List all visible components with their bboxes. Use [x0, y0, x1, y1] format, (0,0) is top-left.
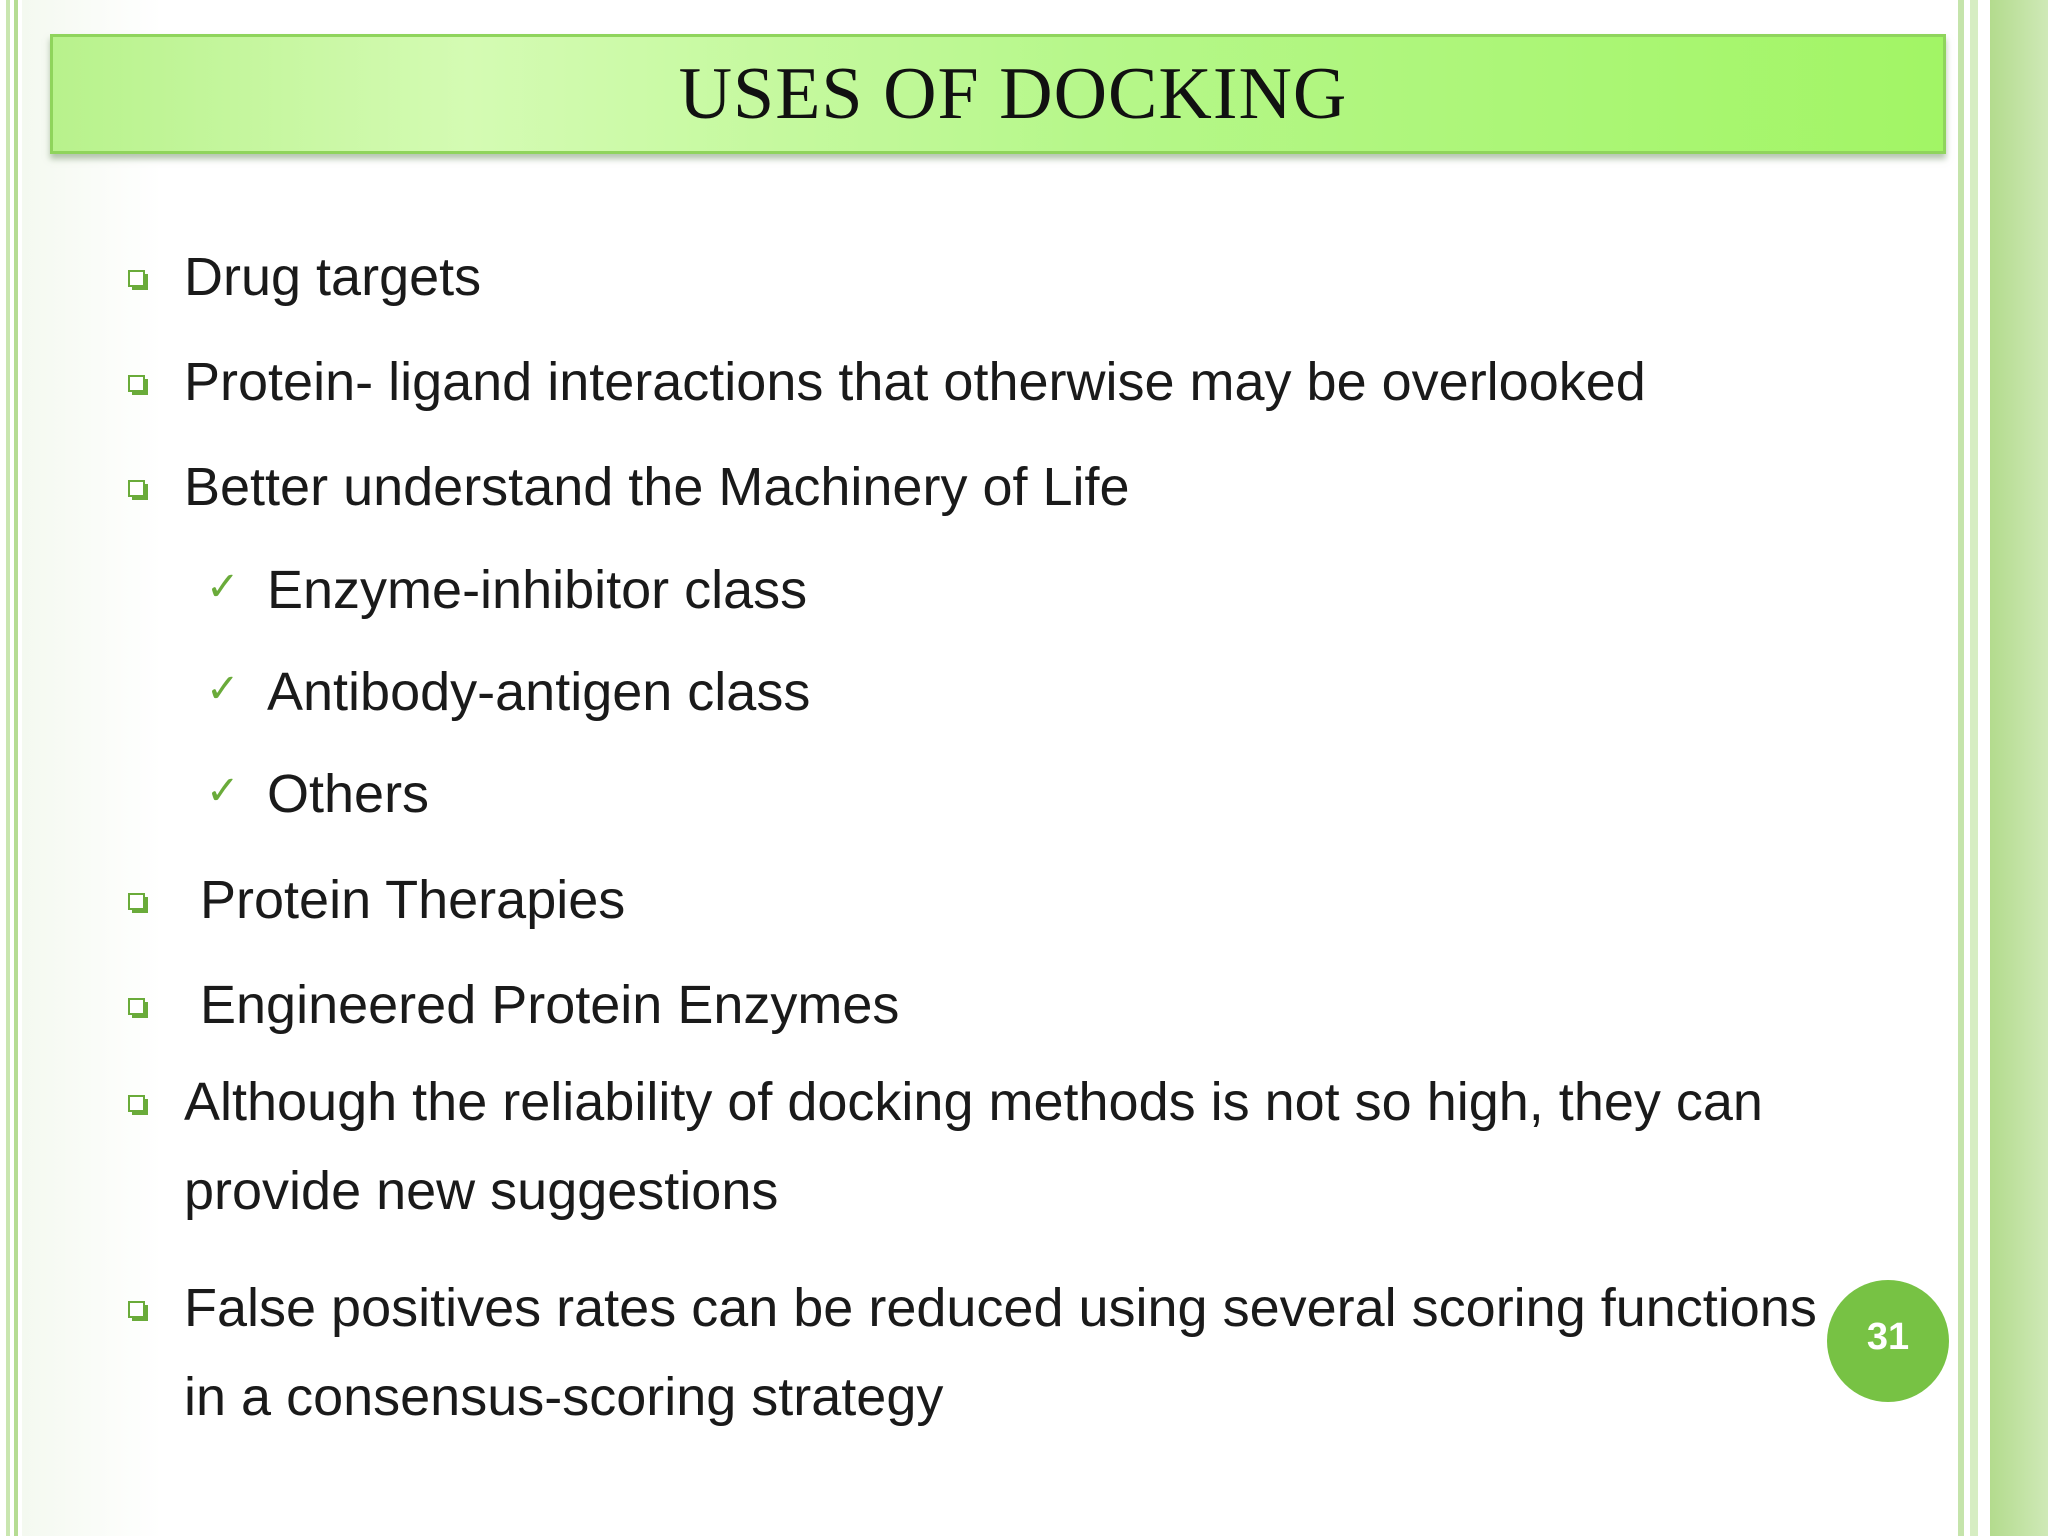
square-bullet-icon: [128, 1301, 148, 1321]
sub-bullet-text: Antibody-antigen class: [267, 662, 811, 722]
check-icon: ✓: [206, 768, 240, 814]
check-icon: ✓: [206, 564, 240, 610]
page-number: 31: [1866, 1315, 1910, 1358]
sub-bullet-text: Enzyme-inhibitor class: [267, 560, 808, 620]
square-bullet-icon: [128, 480, 148, 500]
bullet-text: Drug targets: [184, 247, 482, 307]
square-bullet-icon: [128, 893, 148, 913]
bullet-text-line: provide new suggestions: [184, 1161, 779, 1221]
bullet-text: Protein- ligand interactions that otherwise may be overlooked: [184, 352, 1646, 412]
page-number-badge: [1827, 1280, 1949, 1402]
bullet-text-line: False positives rates can be reduced using several scoring functions: [184, 1278, 1817, 1338]
bullet-text-line: in a consensus-scoring strategy: [184, 1367, 944, 1427]
bullet-text: Engineered Protein Enzymes: [200, 975, 900, 1035]
bullet-text: Better understand the Machinery of Life: [184, 457, 1130, 517]
bullet-text-line: Although the reliability of docking methods is not so high, they can: [184, 1072, 1763, 1132]
square-bullet-icon: [128, 998, 148, 1018]
square-bullet-icon: [128, 270, 148, 290]
bullet-text: Protein Therapies: [200, 870, 626, 930]
check-icon: ✓: [206, 666, 240, 712]
square-bullet-icon: [128, 375, 148, 395]
square-bullet-icon: [128, 1095, 148, 1115]
slide-title: USES OF DOCKING: [678, 52, 1348, 135]
sub-bullet-text: Others: [267, 764, 430, 824]
